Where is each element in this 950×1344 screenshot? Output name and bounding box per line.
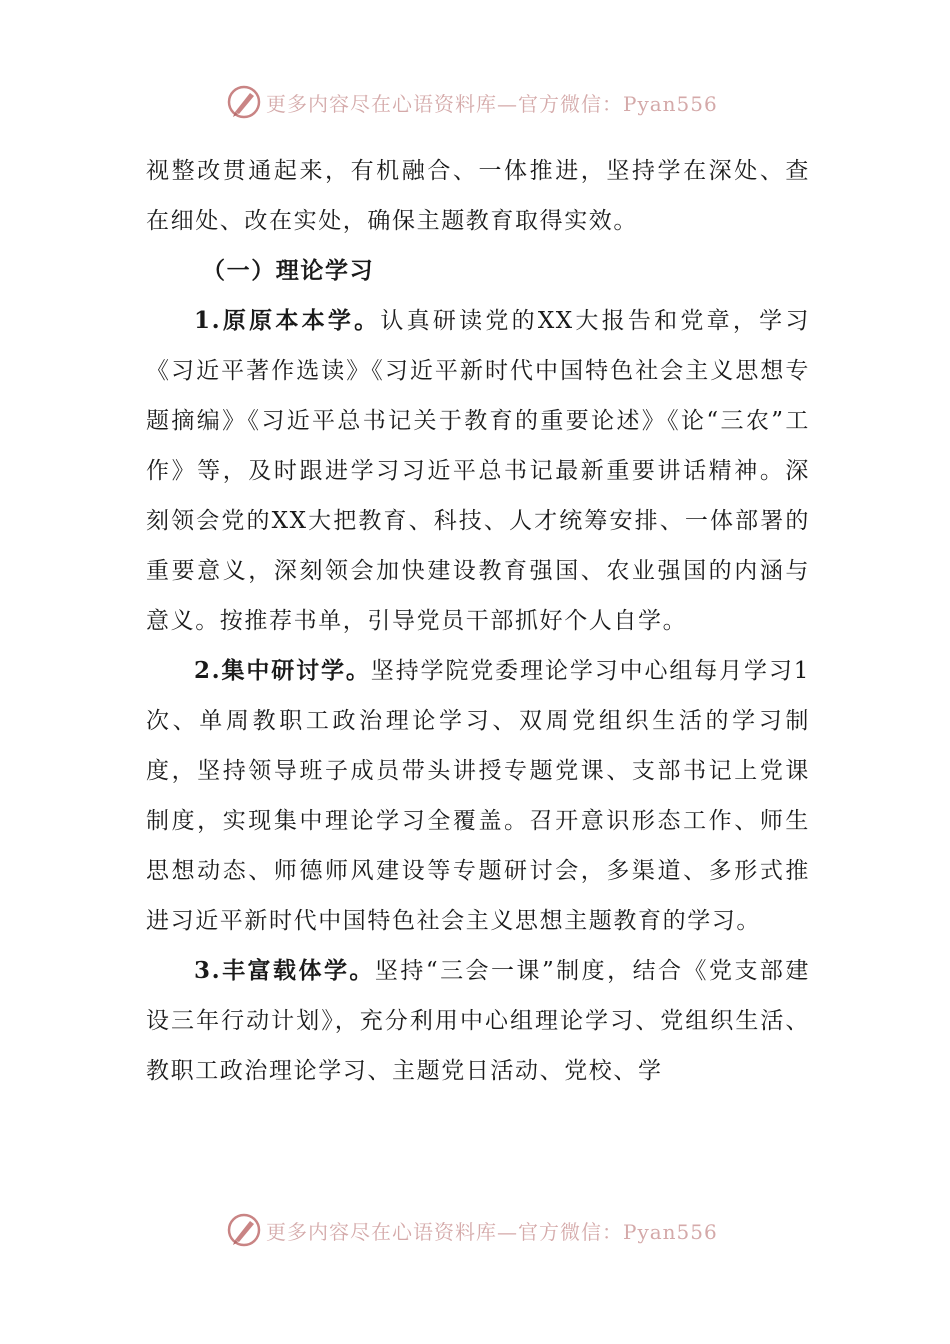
watermark-banner-top bbox=[226, 80, 718, 124]
paragraph-item-2 bbox=[146, 646, 810, 946]
paragraph-item-1 bbox=[146, 296, 810, 646]
watermark-text: 更多内容尽在心语资料库—官方微信：Pyan556 bbox=[266, 1219, 718, 1244]
paragraph-item-3 bbox=[146, 946, 810, 1096]
pen-circle-icon bbox=[226, 84, 262, 120]
item-1-title: 1.原原本本学。 bbox=[194, 307, 381, 334]
item-1-text: 认真研读党的XX大报告和党章，学习《习近平著作选读》《习近平新时代中国特色社会主义思想专题摘编》《习近平总书记关于教育的重要论述》《论“三农”工作》等，及时跟进学习习近平总书记最新重要讲话精神。深刻领会党的XX大把教育、科技、人才统筹安排、一体部署的重要意义，深刻领会加快建设教育强国、农业强国的内涵与意义。按推荐书单，引导党员干部抓好个人自学。 bbox=[146, 308, 810, 634]
item-2-text: 坚持学院党委理论学习中心组每月学习1次、单周教职工政治理论学习、双周党组织生活的学习制度，坚持领导班子成员带头讲授专题党课、支部书记上党课制度，实现集中理论学习全覆盖。召开意识形态工作、师生思想动态、师德师风建设等专题研讨会，多渠道、多形式推进习近平新时代中国特色社会主义思想主题教育的学习。 bbox=[146, 658, 810, 934]
pen-circle-icon bbox=[226, 1212, 262, 1248]
item-2-title: 2.集中研讨学。 bbox=[194, 657, 371, 684]
item-3-title: 3.丰富载体学。 bbox=[194, 957, 375, 984]
document-body bbox=[146, 146, 810, 1096]
item-3-text: 坚持“三会一课”制度，结合《党支部建设三年行动计划》，充分利用中心组理论学习、党组织生活、教职工政治理论学习、主题党日活动、党校、学 bbox=[146, 958, 810, 1084]
watermark-text: 更多内容尽在心语资料库—官方微信：Pyan556 bbox=[266, 91, 718, 116]
section-heading: （一）理论学习 bbox=[202, 257, 375, 284]
watermark-banner-bottom bbox=[226, 1208, 718, 1252]
paragraph-intro-continuation: 视整改贯通起来，有机融合、一体推进，坚持学在深处、查在细处、改在实处，确保主题教育取得实效。 bbox=[146, 158, 810, 234]
